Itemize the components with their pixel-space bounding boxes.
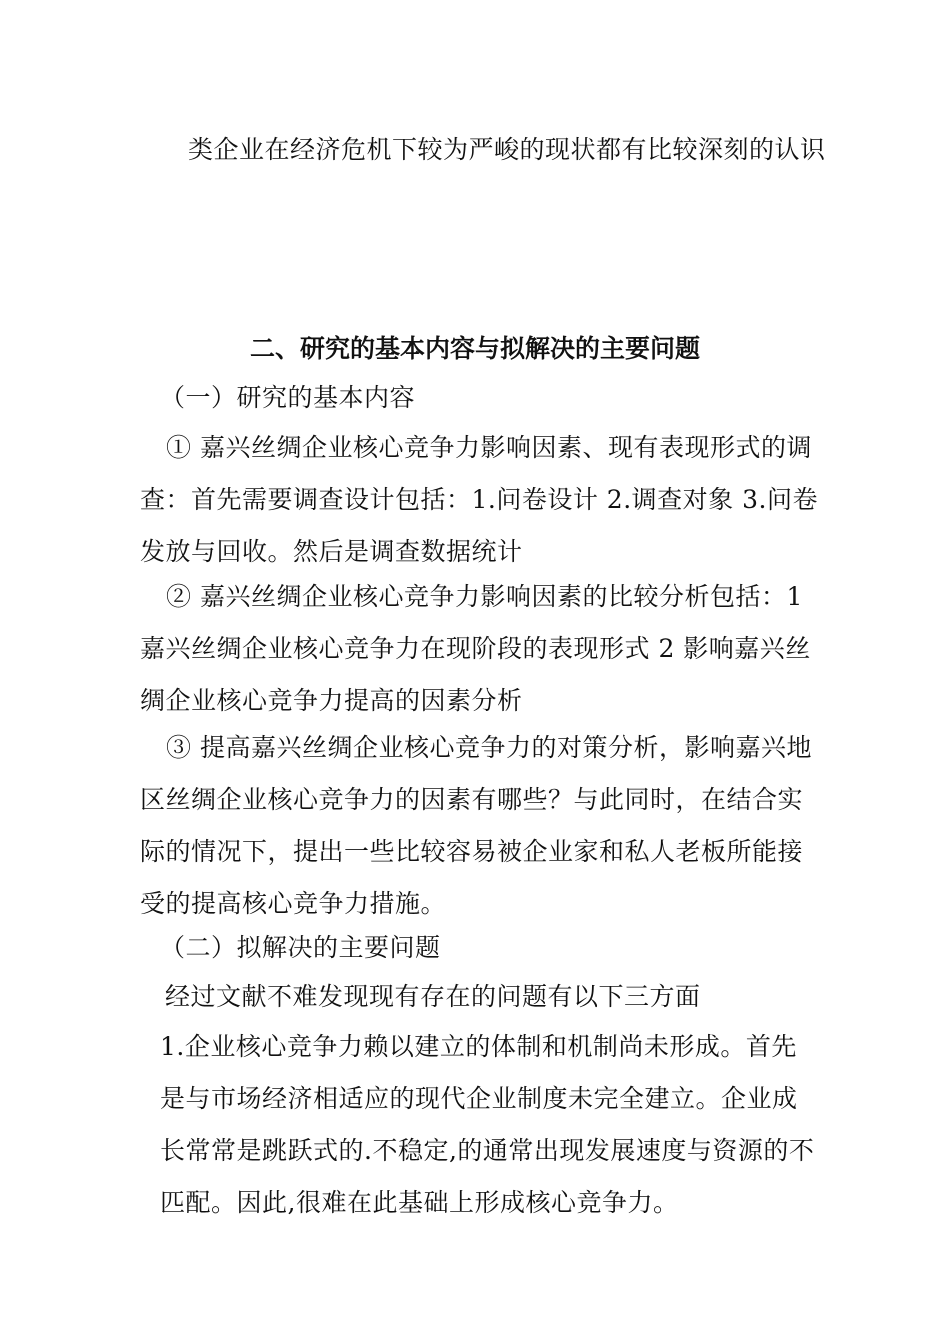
problem-point-1: 1.企业核心竞争力赖以建立的体制和机制尚未形成。首先是与市场经济相适应的现代企业制度未完全建立。企业成长常常是跳跃式的.不稳定,的通常出现发展速度与资源的不匹配。因此,很难在此基础上形成核心竞争力。 [160,1032,815,1217]
subsection-title-basic-content: （一）研究的基本内容 [160,383,416,412]
content-item-3: ③ 提高嘉兴丝绸企业核心竞争力的对策分析，影响嘉兴地区丝绸企业核心竞争力的因素有哪些？与此同时，在结合实际的情况下，提出一些比较容易被企业家和私人老板所能接受的提高核心竞争力措施。 [140,733,812,918]
intro-paragraph: 类企业在经济危机下较为严峻的现状都有比较深刻的认识 [188,135,826,164]
section-heading: 二、研究的基本内容与拟解决的主要问题 [249,334,700,363]
problems-lead-sentence: 经过文献不难发现现有存在的问题有以下三方面 [165,982,701,1011]
subsection-title-main-problems: （二）拟解决的主要问题 [160,933,441,962]
content-item-1: ① 嘉兴丝绸企业核心竞争力影响因素、现有表现形式的调查：首先需要调查设计包括：1.问卷设计 2.调查对象 3.问卷发放与回收。然后是调查数据统计 [140,433,818,566]
content-item-2: ② 嘉兴丝绸企业核心竞争力影响因素的比较分析包括：1 嘉兴丝绸企业核心竞争力在现阶段的表现形式 2 影响嘉兴丝绸企业核心竞争力提高的因素分析 [140,582,811,715]
